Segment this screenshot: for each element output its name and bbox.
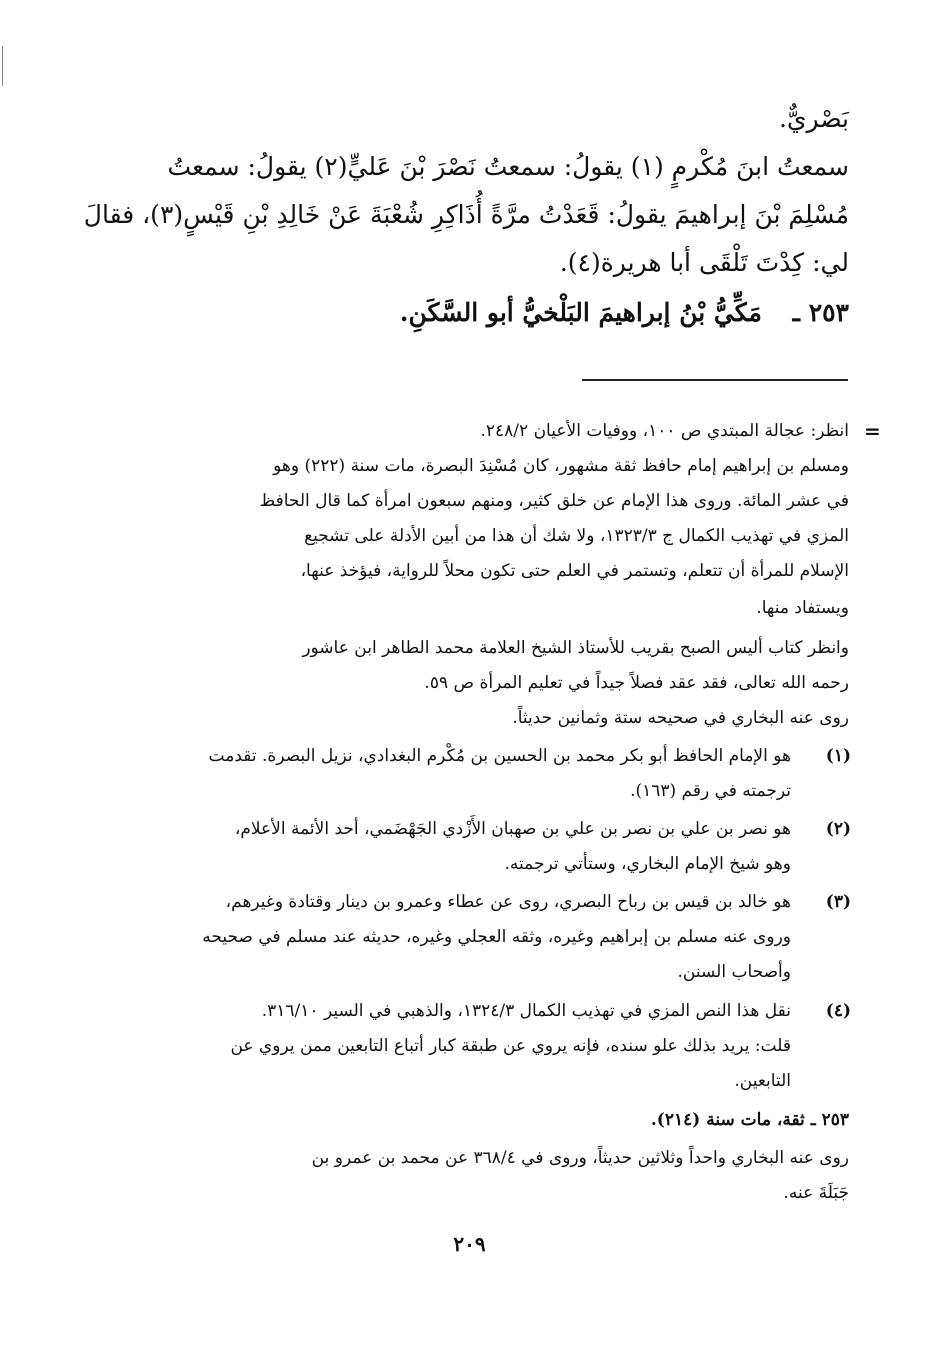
footnote-2-line-2: وهو شيخ الإمام البخاري، وستأتي ترجمته. <box>504 854 791 874</box>
footnote-4-line-3: التابعين. <box>734 1071 791 1091</box>
scan-edge-mark <box>2 46 7 86</box>
entry-name: مَكِّيُّ بْنُ إبراهيمَ البَلْخيُّ أبو السَّكَنِ. <box>399 298 762 327</box>
footnote-number-4: (٤) <box>825 1001 851 1021</box>
footnote-continued-line-1: انظر: عجالة المبتدي ص ١٠٠، ووفيات الأعيان ٢٤٨/٢. <box>480 421 849 441</box>
footnote-2-line-1: هو نصر بن علي بن نصر بن علي بن صهبان الأَزْدي الجَهْضَمي، أحد الأئمة الأعلام، <box>234 819 791 839</box>
footnote-continued-line-7: وانظر كتاب أليس الصبح بقريب للأستاذ الشيخ العلامة محمد الطاهر ابن عاشور <box>302 638 849 658</box>
bio-note-line-1: ٢٥٣ ـ ثقة، مات سنة (٢١٤). <box>650 1110 849 1130</box>
main-text-line-4: لي: كِدْتَ تَلْقَى أبا هريرة(٤). <box>559 248 849 277</box>
footnote-4-line-2: قلت: يريد بذلك علو سنده، فإنه يروي عن طبقة كبار أتباع التابعين ممن يروي عن <box>230 1036 791 1056</box>
main-text-line-3: مُسْلِمَ بْنَ إبراهيمَ يقولُ: قَعَدْتُ مرَّةً أُذَاكِرِ شُعْبَةَ عَنْ خَالِدِ بْنِ قَيْسٍ(٣)، فقالَ <box>83 200 849 229</box>
footnote-3-line-2: وروى عنه مسلم بن إبراهيم وغيره، وثقه العجلي وغيره، حديثه عند مسلم في صحيحه <box>202 927 791 947</box>
footnote-number-3: (٣) <box>825 892 851 912</box>
footnote-continued-line-8: رحمه الله تعالى، فقد عقد فصلاً جيداً في تعليم المرأة ص ٥٩. <box>424 673 849 693</box>
footnote-3-line-1: هو خالد بن قيس بن رباح البصري، روى عن عطاء وعمرو بن دينار وقتادة وغيرهم، <box>225 892 791 912</box>
footnote-4-line-1: نقل هذا النص المزي في تهذيب الكمال ١٣٢٤/٣، والذهبي في السير ٣١٦/١٠. <box>261 1001 791 1021</box>
footnote-continued-line-4: المزي في تهذيب الكمال ج ١٣٢٣/٣، ولا شك أن هذا من أبين الأدلة على تشجيع <box>304 526 849 546</box>
entry-dash: ـ <box>792 298 800 327</box>
footnote-continued-line-6: ويستفاد منها. <box>756 598 849 618</box>
footnote-separator <box>582 379 848 381</box>
biography-entry <box>400 298 849 327</box>
bio-note-line-3: جَبَلَةَ عنه. <box>783 1183 849 1203</box>
footnote-continued-line-3: في عشر المائة. وروى هذا الإمام عن خلق كثير، ومنهم سبعون امرأة كما قال الحافظ <box>259 491 849 511</box>
continuation-mark: = <box>864 419 881 443</box>
footnote-number-1: (١) <box>825 746 851 766</box>
footnote-continued-line-2: ومسلم بن إبراهيم إمام حافظ ثقة مشهور، كان مُسْنِدَ البصرة، مات سنة (٢٢٢) وهو <box>273 456 849 476</box>
footnote-continued-line-5: الإسلام للمرأة أن تتعلم، وتستمر في العلم حتى تكون محلاً للرواية، فيؤخذ عنها، <box>300 561 849 581</box>
main-text-line-1: بَصْريٌّ. <box>779 104 849 133</box>
bio-note-line-2: روى عنه البخاري واحداً وثلاثين حديثاً، وروى في ٣٦٨/٤ عن محمد بن عمرو بن <box>311 1148 849 1168</box>
footnote-3-line-3: وأصحاب السنن. <box>677 962 791 982</box>
footnote-number-2: (٢) <box>825 819 851 839</box>
page-number: ٢٠٩ <box>453 1232 486 1256</box>
entry-number: ٢٥٣ <box>808 298 849 327</box>
footnote-continued-line-9: روى عنه البخاري في صحيحه ستة وثمانين حديثاً. <box>512 708 849 728</box>
main-text-line-2: سمعتُ ابنَ مُكْرمٍ (١) يقولُ: سمعتُ نَصْرَ بْنَ عَليٍّ(٢) يقولُ: سمعتُ <box>167 152 849 181</box>
footnote-1-line-1: هو الإمام الحافظ أبو بكر محمد بن الحسين بن مُكْرم البغدادي، نزيل البصرة. تقدمت <box>208 746 791 766</box>
footnote-1-line-2: ترجمته في رقم (١٦٣). <box>630 781 791 801</box>
